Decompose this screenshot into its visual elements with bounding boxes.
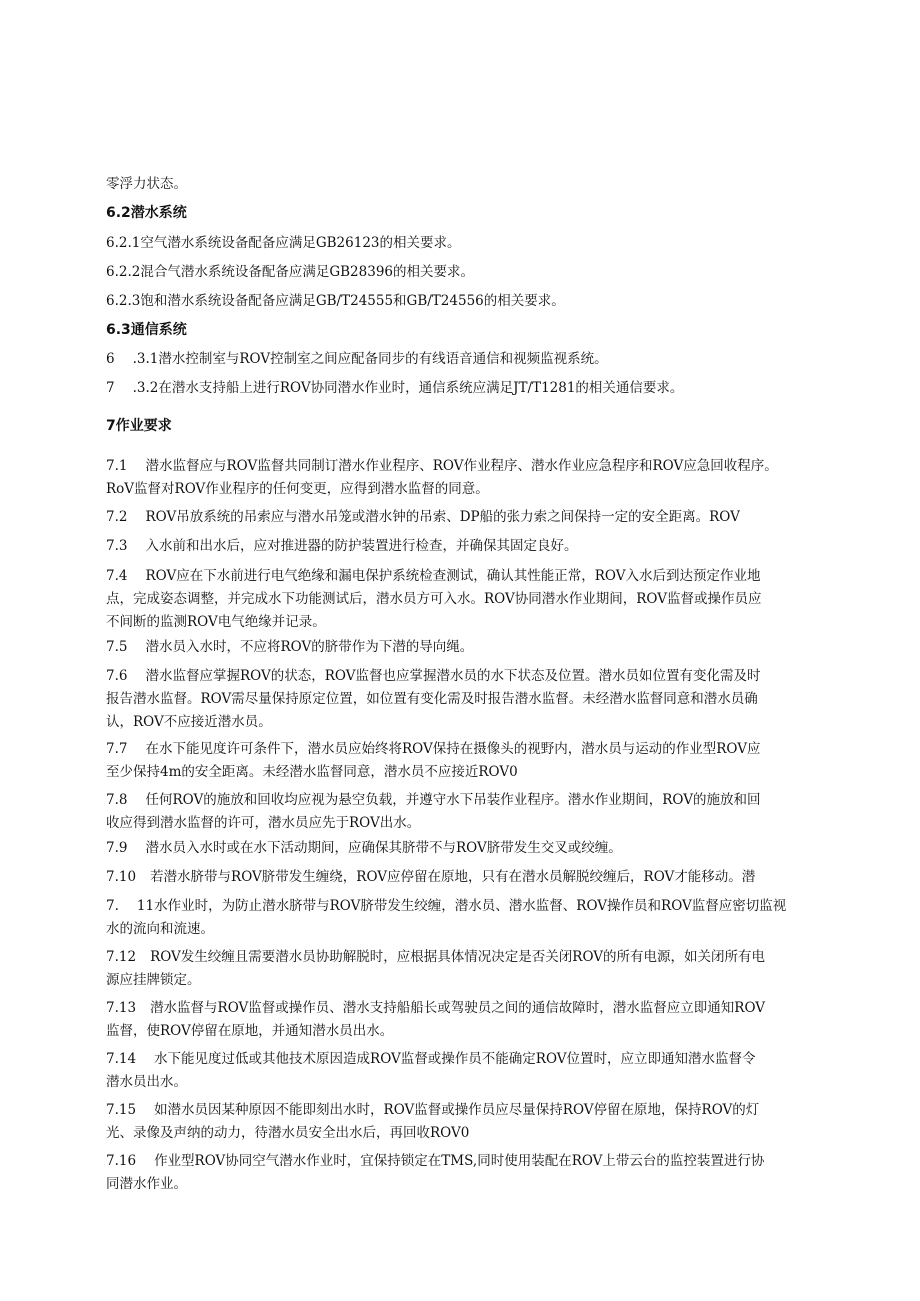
clause-number: 7.4 [106, 568, 128, 584]
clause-6-3-2 [106, 376, 846, 401]
clause-number: 7. [106, 898, 119, 914]
clause-7-15 [106, 1098, 846, 1123]
clause-7-7 [106, 737, 846, 762]
clause-7-12-cont: 源应挂牌锁定。 [106, 972, 201, 988]
clause-text: 在水下能见度许可条件下，潜水员应始终将ROV保持在摄像头的视野内，潜水员与运动的作业型ROV应 [145, 741, 761, 757]
clause-7-6 [106, 664, 846, 689]
clause-7-6-cont: 报告潜水监督。ROV需尽量保持原定位置，如位置有变化需及时报告潜水监督。未经潜水监督同意和潜水员确 [106, 691, 758, 707]
clause-7-14 [106, 1047, 846, 1072]
clause-7-10 [106, 865, 846, 890]
clause-6-2-1: 6.2.1空气潜水系统设备配备应满足GB26123的相关要求。 [106, 235, 461, 251]
clause-text: 潜水监督应与ROV监督共同制订潜水作业程序、ROV作业程序、潜水作业应急程序和ROV应急回收程序。 [145, 458, 778, 474]
clause-text: 潜水员入水时，不应将ROV的脐带作为下潜的导向绳。 [145, 639, 474, 655]
clause-text: 潜水监督与ROV监督或操作员、潜水支持船船长或驾驶员之间的通信故障时，潜水监督应立即通知ROV [150, 1000, 766, 1016]
clause-7-8 [106, 788, 846, 813]
section-heading-7: 7作业要求 [106, 418, 172, 434]
clause-7-6-cont: 认，ROV不应接近潜水员。 [106, 714, 272, 730]
clause-7-4 [106, 564, 846, 589]
clause-text: .3.2在潜水支持船上进行ROV协同潜水作业时，通信系统应满足JT/T1281的相关通信要求。 [132, 380, 684, 396]
clause-number: 7.12 [106, 949, 137, 965]
clause-7-13 [106, 996, 846, 1021]
clause-number: 7.14 [106, 1051, 137, 1067]
clause-6-2-2: 6.2.2混合气潜水系统设备配备应满足GB28396的相关要求。 [106, 264, 474, 280]
clause-7-8-cont: 收应得到潜水监督的许可，潜水员应先于ROV出水。 [106, 815, 421, 831]
clause-7-3 [106, 534, 846, 559]
section-heading-6-3: 6.3通信系统 [106, 322, 187, 338]
clause-7-4-cont: 点，完成姿态调整，并完成水下功能测试后，潜水员方可入水。ROV协同潜水作业期间，ROV监督或操作员应 [106, 591, 762, 607]
clause-number: 7.3 [106, 538, 128, 554]
clause-text: 11水作业时，为防止潜水脐带与ROV脐带发生绞缠，潜水员、潜水监督、ROV操作员和ROV监督应密切监视 [136, 898, 787, 914]
clause-6-2-3: 6.2.3饱和潜水系统设备配备应满足GB/T24555和GB/T24556的相关要求。 [106, 293, 565, 309]
clause-text: ROV吊放系统的吊索应与潜水吊笼或潜水钟的吊索、DP船的张力索之间保持一定的安全距离。ROV [145, 509, 740, 525]
clause-text: 任何ROV的施放和回收均应视为悬空负载，并遵守水下吊装作业程序。潜水作业期间，ROV的施放和回 [145, 792, 761, 808]
clause-7-2 [106, 505, 846, 530]
clause-text: 若潜水脐带与ROV脐带发生缠绕，ROV应停留在原地，只有在潜水员解脱绞缠后，ROV才能移动。潜 [150, 869, 756, 885]
clause-7-1 [106, 454, 846, 479]
section-heading-6-2: 6.2潜水系统 [106, 205, 187, 221]
clause-7-15-cont: 光、录像及声纳的动力，待潜水员安全出水后，再回收ROV0 [106, 1125, 470, 1141]
clause-7-16-cont: 同潜水作业。 [106, 1176, 187, 1192]
clause-7-9 [106, 836, 846, 861]
clause-number: 7.16 [106, 1153, 137, 1169]
clause-text: 入水前和出水后，应对推进器的防护装置进行检查，并确保其固定良好。 [145, 538, 578, 554]
clause-7-1-cont: RoV监督对ROV作业程序的任何变更，应得到潜水监督的同意。 [106, 481, 489, 497]
clause-number: 7.10 [106, 869, 137, 885]
clause-text: ROV应在下水前进行电气绝缘和漏电保护系统检查测试，确认其性能正常，ROV入水后到达预定作业地 [145, 568, 761, 584]
clause-number: 7.7 [106, 741, 128, 757]
clause-7-11-cont: 水的流向和流速。 [106, 921, 214, 937]
clause-number: 7.6 [106, 668, 128, 684]
clause-number: 7 [106, 380, 115, 396]
clause-number: 7.2 [106, 509, 128, 525]
clause-number: 7.1 [106, 458, 128, 474]
clause-number: 7.8 [106, 792, 128, 808]
clause-number: 7.15 [106, 1102, 137, 1118]
clause-7-12 [106, 945, 846, 970]
clause-text: 作业型ROV协同空气潜水作业时，宜保持锁定在TMS,同时使用装配在ROV上带云台的监控装置进行协 [154, 1153, 765, 1169]
clause-7-14-cont: 潜水员出水。 [106, 1074, 187, 1090]
clause-number: 7.9 [106, 840, 128, 856]
clause-7-5 [106, 635, 846, 660]
clause-text: .3.1潜水控制室与ROV控制室之间应配备同步的有线语音通信和视频监视系统。 [132, 351, 608, 367]
clause-number: 7.13 [106, 1000, 137, 1016]
clause-7-16 [106, 1149, 846, 1174]
text-line: 零浮力状态。 [106, 176, 187, 192]
clause-6-3-1 [106, 347, 846, 372]
clause-7-7-cont: 至少保持4m的安全距离。未经潜水监督同意，潜水员不应接近ROV0 [106, 764, 518, 780]
clause-text: ROV发生绞缠且需要潜水员协助解脱时，应根据具体情况决定是否关闭ROV的所有电源，如关闭所有电 [150, 949, 766, 965]
clause-text: 潜水监督应掌握ROV的状态，ROV监督也应掌握潜水员的水下状态及位置。潜水员如位置有变化需及时 [145, 668, 761, 684]
clause-text: 潜水员入水时或在水下活动期间，应确保其脐带不与ROV脐带发生交叉或绞缠。 [145, 840, 622, 856]
clause-text: 如潜水员因某种原因不能即刻出水时，ROV监督或操作员应尽量保持ROV停留在原地，保持ROV的灯 [154, 1102, 760, 1118]
clause-7-11 [106, 894, 846, 919]
clause-text: 水下能见度过低或其他技术原因造成ROV监督或操作员不能确定ROV位置时，应立即通知潜水监督令 [154, 1051, 756, 1067]
clause-7-4-cont: 不间断的监测ROV电气绝缘并记录。 [106, 614, 326, 630]
clause-number: 6 [106, 351, 115, 367]
clause-7-13-cont: 监督，使ROV停留在原地，并通知潜水员出水。 [106, 1023, 394, 1039]
clause-number: 7.5 [106, 639, 128, 655]
